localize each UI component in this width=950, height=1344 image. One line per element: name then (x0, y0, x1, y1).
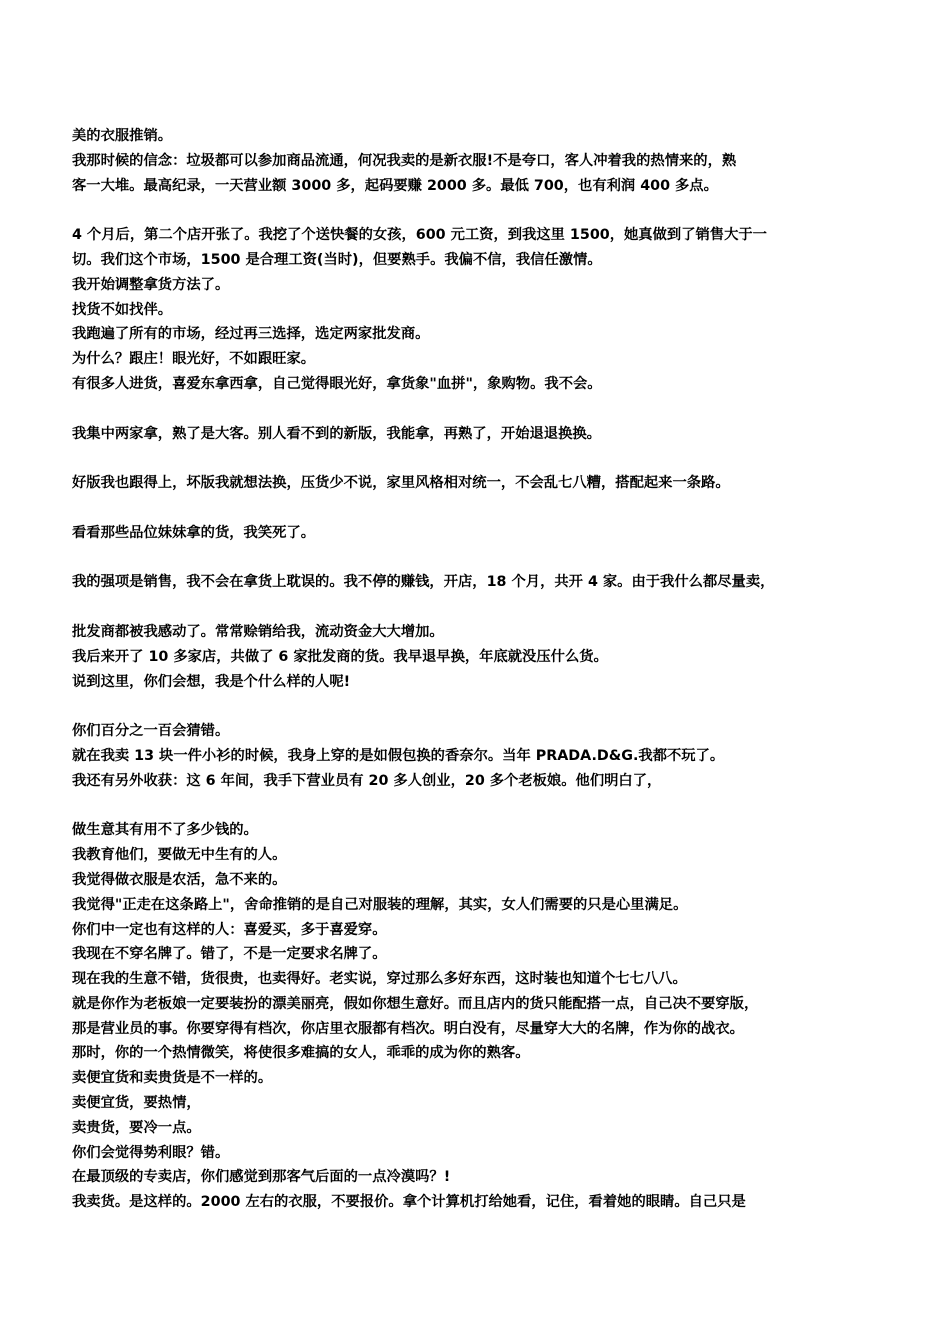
text-line: 你们百分之一百会猜错。 (72, 723, 230, 740)
text-line: 你们会觉得势利眼？错。 (72, 1144, 230, 1161)
text-line: 切。我们这个市场，1500 是合理工资(当时)，但要熟手。我偏不信，我信任激情。 (72, 251, 602, 268)
text-line: 卖贵货，要冷一点。 (72, 1119, 201, 1136)
text-line: 就是你作为老板娘一定要装扮的漂美丽亮，假如你想生意好。而且店内的货只能配搭一点，自己决不要穿版， (72, 995, 759, 1012)
text-line: 有很多人进货，喜爱东拿西拿，自己觉得眼光好，拿货象"血拼"，象购物。我不会。 (72, 375, 602, 392)
text-line: 看看那些品位妹妹拿的货，我笑死了。 (72, 524, 316, 541)
text-line: 我开始调整拿货方法了。 (72, 276, 230, 293)
text-line: 我跑遍了所有的市场，经过再三选择，选定两家批发商。 (72, 326, 430, 343)
text-line: 我集中两家拿，熟了是大客。别人看不到的新版，我能拿，再熟了，开始退退换换。 (72, 425, 601, 442)
blank-line (72, 496, 892, 521)
text-line: 客一大堆。最高纪录，一天营业额 3000 多，起码要赚 2000 多。最低 700，也有利润 400 多点。 (72, 177, 718, 194)
text-line: 那是营业员的事。你要穿得有档次，你店里衣服都有档次。明白没有，尽量穿大大的名牌，作为你的战衣。 (72, 1020, 744, 1037)
text-line: 为什么？跟庄！眼光好，不如跟旺家。 (72, 351, 316, 368)
blank-line (72, 595, 892, 620)
blank-line (72, 198, 892, 223)
text-line: 我还有另外收获：这 6 年间，我手下营业员有 20 多人创业，20 多个老板娘。他们明白了， (72, 772, 662, 789)
text-line: 卖便宜货和卖贵货是不一样的。 (72, 1070, 273, 1087)
text-line: 我那时候的信念：垃圾都可以参加商品流通，何况我卖的是新衣服!不是夸口，客人冲着我的热情来的，熟 (72, 152, 737, 169)
text-line: 我现在不穿名牌了。错了，不是一定要求名牌了。 (72, 946, 387, 963)
text-line: 就在我卖 13 块一件小衫的时候，我身上穿的是如假包换的香奈尔。当年 PRADA.D&G.我都不玩了。 (72, 747, 725, 764)
blank-line (72, 694, 892, 719)
blank-line (72, 397, 892, 422)
blank-line (72, 446, 892, 471)
text-line: 美的衣服推销。 (72, 128, 173, 144)
text-line: 我教育他们，要做无中生有的人。 (72, 847, 287, 864)
text-line: 说到这里，你们会想，我是个什么样的人呢! (72, 673, 351, 690)
blank-line (72, 794, 892, 819)
text-line: 我觉得"正走在这条路上"，舍命推销的是自己对服装的理解，其实，女人们需要的只是心里满足。 (72, 896, 688, 913)
blank-line (72, 546, 892, 571)
text-line: 好版我也跟得上，坏版我就想法换，压货少不说，家里风格相对统一，不会乱七八糟，搭配起来一条路。 (72, 475, 730, 492)
text-line: 找货不如找伴。 (72, 301, 173, 318)
text-line: 卖便宜货，要热情， (72, 1095, 201, 1112)
text-line: 我觉得做衣服是农活，急不来的。 (72, 871, 287, 888)
text-line: 我的强项是销售，我不会在拿货上耽误的。我不停的赚钱，开店，18 个月，共开 4 家。由于我什么都尽量卖， (72, 574, 775, 591)
text-line: 你们中一定也有这样的人：喜爱买，多于喜爱穿。 (72, 921, 387, 938)
text-line: 在最顶级的专卖店，你们感觉到那客气后面的一点冷漠吗？! (72, 1169, 451, 1186)
text-line: 现在我的生意不错，货很贵，也卖得好。老实说，穿过那么多好东西，这时装也知道个七七八八。 (72, 971, 687, 988)
text-line: 我卖货。是这样的。2000 左右的衣服，不要报价。拿个计算机打给她看，记住，看着她的眼睛。自己只是 (72, 1194, 746, 1211)
text-line: 我后来开了 10 多家店，共做了 6 家批发商的货。我早退早换，年底就没压什么货。 (72, 648, 608, 665)
text-line: 4 个月后，第二个店开张了。我挖了个送快餐的女孩，600 元工资，到我这里 1500，她真做到了销售大于一 (72, 227, 767, 244)
document-body (72, 124, 892, 1215)
text-line: 批发商都被我感动了。常常赊销给我，流动资金大大增加。 (72, 623, 444, 640)
text-line: 做生意其有用不了多少钱的。 (72, 822, 258, 839)
text-line: 那时，你的一个热情微笑，将使很多难搞的女人，乖乖的成为你的熟客。 (72, 1045, 530, 1062)
